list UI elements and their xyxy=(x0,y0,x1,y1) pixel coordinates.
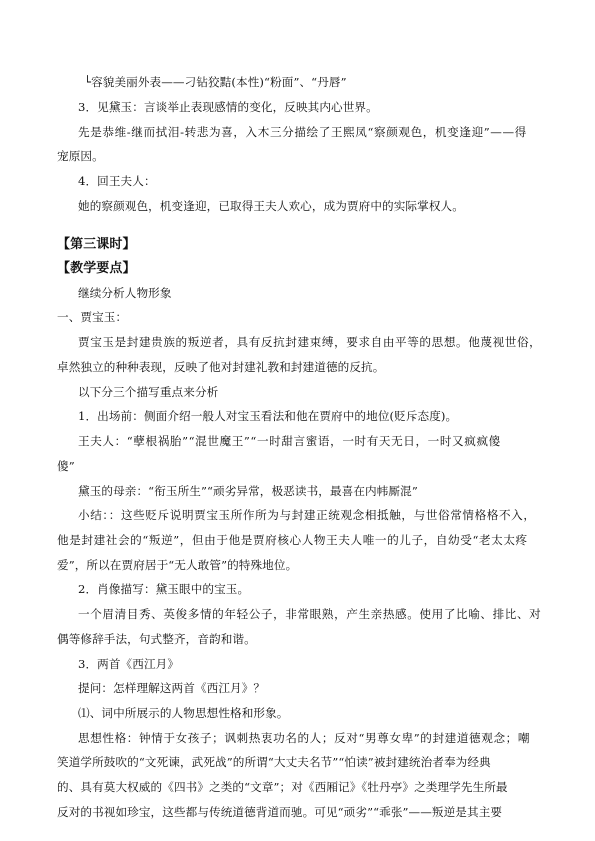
text-line-17: 黛玉的母亲：“衔玉所生”“顽劣异常，极恶读书，最喜在内帏厮混” xyxy=(78,484,418,498)
text-line-24: 3．两首《西江月》 xyxy=(78,657,180,671)
text-line-25: 提问：怎样理解这两首《西江月》？ xyxy=(78,681,266,695)
section-heading-third-lesson: 【第三课时】 xyxy=(57,237,136,252)
text-line-29: 的、具有莫大权威的《四书》之类的“文章”；对《西厢记》《牡丹亭》之类理学先生所最 xyxy=(57,780,508,794)
text-line-23: 偶等修辞手法，句式整齐，音韵和谐。 xyxy=(57,632,256,646)
text-line-14: 1．出场前：侧面介绍一般人对宝玉看法和他在贾府中的地位(贬斥态度)。 xyxy=(78,409,458,423)
text-line-13: 以下分三个描写重点来分析 xyxy=(78,385,219,399)
section-heading-teaching-points: 【教学要点】 xyxy=(57,261,136,276)
text-line-15: 王夫人：“孽根祸胎”“混世魔王”“一时甜言蜜语，一时有天无日，一时又疯疯傻 xyxy=(78,434,501,448)
text-line-27: 思想性格：钟情于女孩子；讽刺热衷功名的人；反对“男尊女卑”的封建道德观念；嘲 xyxy=(78,731,531,745)
text-line-22: 一个眉清目秀、英俊多情的年轻公子，非常眼熟，产生亲热感。使用了比喻、排比、对 xyxy=(78,607,542,621)
text-line-28: 笑道学所鼓吹的“文死谏，武死战”的所谓“大丈夫名节”“怕读”被封建统治者奉为经典 xyxy=(57,755,491,769)
text-line-21: 2．肖像描写：黛玉眼中的宝玉。 xyxy=(78,582,250,596)
text-line-11: 贾宝玉是封建贵族的叛逆者，具有反抗封建束缚，要求自由平等的思想。他蔑视世俗， xyxy=(78,335,542,349)
text-line-9: 继续分析人物形象 xyxy=(78,286,172,300)
text-line-1: └容貌美丽外表——刁钻狡黠(本性)“粉面”、“丹唇” xyxy=(84,75,347,89)
text-line-18: 小结：：这些贬斥说明贾宝玉所作所为与封建正统观念相抵触，与世俗常情格格不入， xyxy=(78,508,536,522)
text-line-12: 卓然独立的种种表现，反映了他对封建礼教和封建道德的反抗。 xyxy=(57,360,385,374)
text-line-2: 3．见黛玉：言谈举止表现感情的变化，反映其内心世界。 xyxy=(78,100,378,114)
text-line-16: 傻” xyxy=(57,459,75,473)
text-line-20: 爱”，所以在贾府居于“无人敢管”的特殊地位。 xyxy=(57,558,298,572)
text-line-5: 4．回王夫人： xyxy=(78,174,156,188)
text-line-19: 他是封建社会的“叛逆”，但由于他是贾府核心人物王夫人唯一的儿子，自幼受“老太太疼 xyxy=(57,533,528,547)
text-line-6: 她的察颜观色，机变逢迎，已取得王夫人欢心，成为贾府中的实际掌权人。 xyxy=(78,199,464,213)
text-line-26: ⑴、词中所展示的人物思想性格和形象。 xyxy=(78,706,289,720)
text-line-3: 先是恭维-继而拭泪-转悲为喜，入木三分描绘了王熙凤“察颜观色，机变逢迎”——得 xyxy=(78,125,527,139)
text-line-4: 宠原因。 xyxy=(57,149,104,163)
text-line-30: 反对的书视如珍宝，这些都与传统道德背道而驰。可见“顽劣”“乖张”——叛逆是其主要 xyxy=(57,805,503,819)
text-line-10: 一、贾宝玉： xyxy=(57,310,128,324)
